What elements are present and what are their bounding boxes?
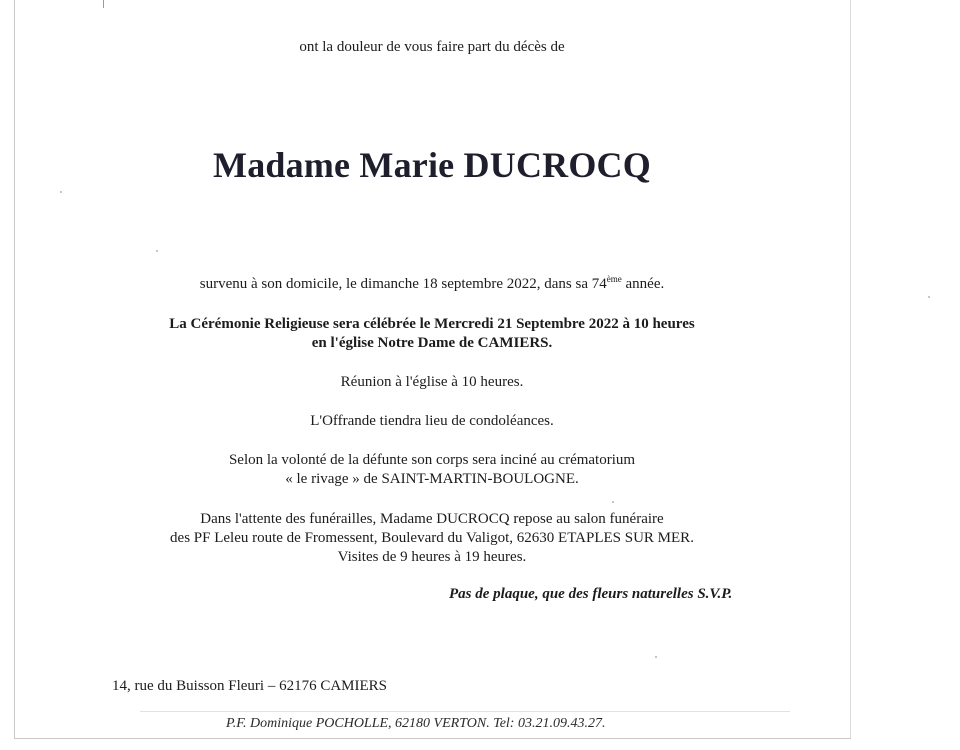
ceremony-line-2: en l'église Notre Dame de CAMIERS.	[311, 335, 553, 351]
intro-text: ont la douleur de vous faire part du décès de	[299, 39, 565, 55]
footer-divider	[140, 711, 790, 712]
funeral-home-footer: P.F. Dominique POCHOLLE, 62180 VERTON. Tel: 03.21.09.43.27.	[226, 716, 606, 731]
rest-line-1: Dans l'attente des funérailles, Madame DUCROCQ repose au salon funéraire	[200, 511, 664, 527]
death-notice-text: survenu à son domicile, le dimanche 18 septembre 2022, dans sa 74	[199, 276, 607, 292]
ceremony-line-1: La Cérémonie Religieuse sera célébrée le Mercredi 21 Septembre 2022 à 10 heures	[169, 316, 695, 332]
page-border-bottom	[14, 738, 851, 739]
scan-speck	[928, 296, 930, 298]
death-notice-end: année.	[621, 276, 665, 292]
scan-speck	[60, 191, 62, 193]
scan-speck	[156, 250, 158, 252]
rest-line-2: des PF Leleu route de Fromessent, Boulevard du Valigot, 62630 ETAPLES SUR MER.	[170, 530, 694, 546]
scan-speck	[655, 656, 657, 658]
offering-text: L'Offrande tiendra lieu de condoléances.	[310, 413, 554, 429]
page-border-right	[850, 0, 851, 738]
cremation-line-1: Selon la volonté de la défunte son corps sera inciné au crématorium	[228, 452, 636, 468]
scan-mark	[103, 0, 104, 8]
family-address: 14, rue du Buisson Fleuri – 62176 CAMIERS	[112, 678, 388, 694]
deceased-name: Madame Marie DUCROCQ	[213, 145, 651, 185]
scan-speck	[612, 501, 614, 503]
visiting-hours: Visites de 9 heures à 19 heures.	[337, 549, 527, 565]
flowers-wish: Pas de plaque, que des fleurs naturelles S.V.P.	[449, 586, 733, 602]
page-border-left	[14, 0, 15, 738]
death-notice-superscript: ème	[606, 274, 622, 284]
meeting-text: Réunion à l'église à 10 heures.	[340, 374, 524, 390]
death-notice	[14, 275, 850, 293]
cremation-line-2: « le rivage » de SAINT-MARTIN-BOULOGNE.	[285, 471, 579, 487]
